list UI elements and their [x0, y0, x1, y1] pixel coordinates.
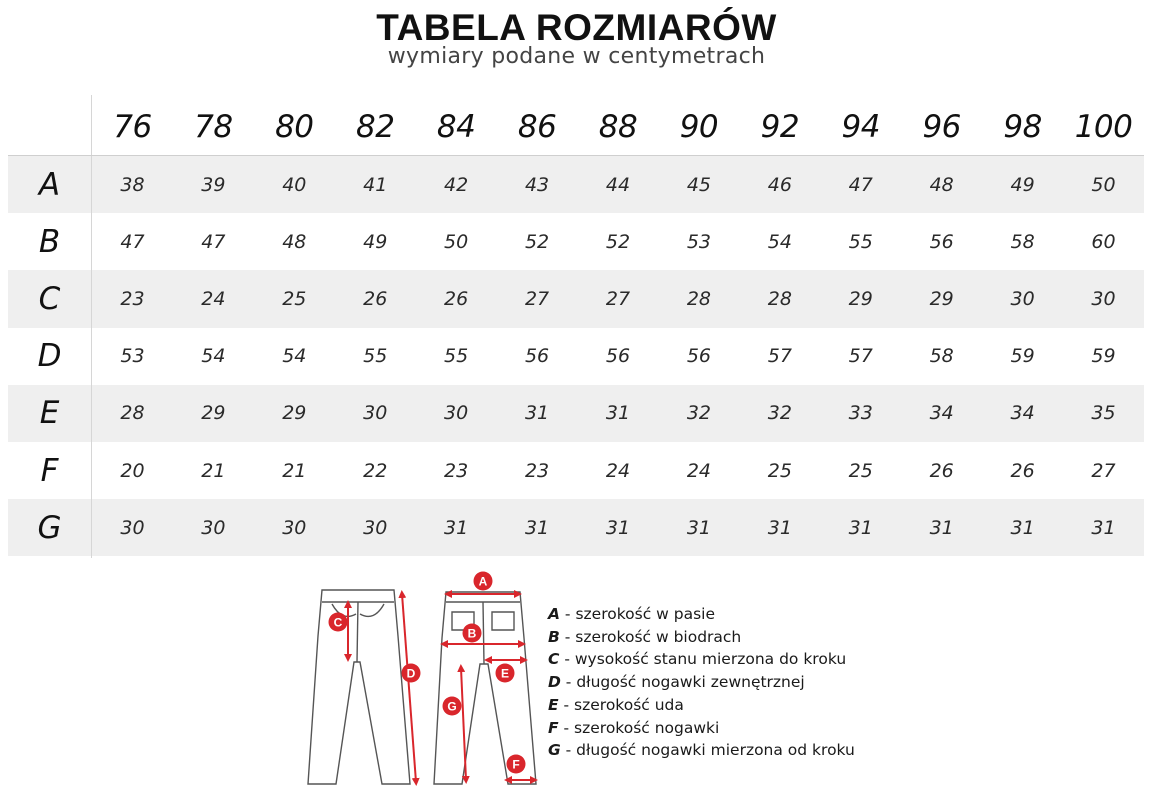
- table-cell: 53: [686, 230, 711, 253]
- table-cell: 58: [929, 345, 954, 368]
- table-row: [8, 270, 1144, 327]
- table-cell: 26: [1010, 459, 1035, 482]
- column-header: 92: [760, 109, 800, 145]
- table-cell: 58: [1010, 230, 1035, 253]
- legend-item-d: D - długość nogawki zewnętrznej: [548, 673, 805, 692]
- table-cell: 55: [848, 230, 873, 253]
- table-cell: 26: [929, 459, 954, 482]
- table-header-row: [92, 95, 1144, 155]
- table-cell: 59: [1010, 345, 1035, 368]
- table-cell: 52: [605, 230, 631, 253]
- table-cell: 46: [767, 173, 792, 196]
- header: [0, 6, 1153, 68]
- table-cell: 55: [444, 345, 469, 368]
- table-cell: 53: [120, 345, 145, 368]
- table-cell: 29: [848, 287, 873, 310]
- table-cell: 45: [686, 173, 711, 196]
- table-cell: 48: [929, 173, 954, 196]
- table-cell: 20: [120, 459, 145, 482]
- table-cell: 50: [444, 230, 469, 253]
- measurement-legend: [548, 603, 855, 762]
- table-cell: 29: [201, 402, 226, 425]
- marker-d: [402, 664, 421, 683]
- table-cell: 47: [120, 230, 145, 253]
- table-cell: 31: [605, 402, 631, 425]
- table-cell: 31: [767, 516, 792, 539]
- column-header: 84: [436, 109, 476, 145]
- row-label: E: [8, 385, 92, 442]
- table-cell: 34: [1010, 402, 1035, 425]
- table-row: [8, 328, 1144, 385]
- marker-f: [507, 755, 526, 774]
- table-cell: 30: [282, 516, 307, 539]
- table-cell: 31: [605, 516, 631, 539]
- table-cell: 33: [848, 402, 873, 425]
- row-label: F: [8, 442, 92, 499]
- column-header: 90: [679, 109, 719, 145]
- table-cell: 56: [605, 345, 631, 368]
- column-header: 98: [1003, 109, 1042, 145]
- table-row: [8, 156, 1144, 213]
- table-cell: 47: [848, 173, 873, 196]
- marker-e: [496, 664, 515, 683]
- column-header: 94: [841, 109, 880, 145]
- table-row: [8, 442, 1144, 499]
- table-cell: 52: [524, 230, 550, 253]
- legend-item-b: B - szerokość w biodrach: [548, 627, 742, 646]
- table-cell: 32: [767, 402, 792, 425]
- column-header: 82: [356, 109, 395, 145]
- table-cell: 31: [686, 516, 711, 539]
- table-cell: 29: [929, 287, 954, 310]
- table-cell: 27: [605, 287, 631, 310]
- table-cell: 32: [686, 402, 711, 425]
- table-cell: 56: [524, 345, 550, 368]
- column-header: 88: [598, 109, 638, 145]
- table-cell: 22: [363, 459, 388, 482]
- svg-text:D: D: [406, 666, 416, 681]
- table-cell: 29: [282, 402, 307, 425]
- legend-item-f: F - szerokość nogawki: [548, 718, 720, 737]
- table-cell: 31: [929, 516, 954, 539]
- table-cell: 48: [282, 230, 307, 253]
- trousers-front-outline: [308, 590, 410, 784]
- svg-text:B: B: [467, 626, 477, 641]
- table-cell: 30: [444, 402, 469, 425]
- svg-text:F: F: [512, 757, 520, 772]
- table-cell: 44: [605, 173, 631, 196]
- table-cell: 42: [444, 173, 469, 196]
- legend-item-a: A - szerokość w pasie: [548, 605, 715, 623]
- table-cell: 31: [1091, 516, 1116, 539]
- table-row: [8, 385, 1144, 442]
- table-cell: 25: [282, 287, 307, 310]
- table-cell: 31: [444, 516, 469, 539]
- table-cell: 30: [1091, 287, 1116, 310]
- marker-a: [474, 572, 493, 591]
- table-cell: 27: [524, 287, 550, 310]
- table-cell: 28: [767, 287, 792, 310]
- table-cell: 56: [686, 345, 711, 368]
- table-cell: 41: [363, 173, 388, 196]
- table-cell: 59: [1091, 345, 1116, 368]
- table-cell: 60: [1091, 230, 1116, 253]
- column-header: 96: [922, 109, 961, 145]
- table-cell: 49: [363, 230, 388, 253]
- table-cell: 56: [929, 230, 954, 253]
- table-cell: 27: [1091, 459, 1116, 482]
- table-cell: 54: [201, 345, 226, 368]
- table-cell: 24: [686, 459, 711, 482]
- table-cell: 43: [524, 173, 550, 196]
- svg-text:G: G: [447, 699, 457, 714]
- table-cell: 57: [848, 345, 873, 368]
- marker-c: [329, 613, 348, 632]
- table-cell: 26: [363, 287, 388, 310]
- svg-text:C: C: [333, 615, 343, 630]
- table-cell: 25: [767, 459, 792, 482]
- trousers-back-outline: [434, 592, 536, 784]
- table-cell: 31: [524, 402, 550, 425]
- row-label: C: [8, 270, 92, 327]
- table-cell: 30: [120, 516, 145, 539]
- table-cell: 28: [120, 402, 145, 425]
- table-cell: 54: [767, 230, 792, 253]
- marker-b: [463, 624, 482, 643]
- table-cell: 40: [282, 173, 307, 196]
- table-cell: 30: [363, 516, 388, 539]
- table-cell: 26: [444, 287, 469, 310]
- table-cell: 34: [929, 402, 954, 425]
- column-header: 76: [113, 109, 152, 145]
- table-cell: 21: [201, 459, 226, 482]
- legend-item-g: G - długość nogawki mierzona od kroku: [548, 741, 855, 760]
- page-title: TABELA ROZMIARÓW: [376, 7, 777, 48]
- table-cell: 55: [363, 345, 388, 368]
- table-cell: 31: [848, 516, 873, 539]
- trousers-diagram: [298, 566, 546, 792]
- table-cell: 23: [444, 459, 469, 482]
- row-label: G: [8, 499, 92, 556]
- column-header: 80: [275, 109, 314, 145]
- column-header: 86: [517, 109, 557, 145]
- table-cell: 21: [282, 459, 307, 482]
- legend-item-c: C - wysokość stanu mierzona do kroku: [548, 650, 847, 669]
- column-header: 78: [194, 109, 233, 145]
- table-cell: 54: [282, 345, 307, 368]
- table-cell: 24: [201, 287, 226, 310]
- table-cell: 28: [686, 287, 711, 310]
- table-cell: 30: [363, 402, 388, 425]
- table-cell: 39: [201, 173, 226, 196]
- table-cell: 57: [767, 345, 792, 368]
- column-header: 100: [1074, 109, 1133, 145]
- page-subtitle: wymiary podane w centymetrach: [387, 44, 766, 69]
- svg-text:E: E: [500, 666, 510, 681]
- table-cell: 35: [1091, 402, 1116, 425]
- table-cell: 30: [201, 516, 226, 539]
- table-cell: 31: [524, 516, 550, 539]
- table-cell: 47: [201, 230, 226, 253]
- table-cell: 30: [1010, 287, 1035, 310]
- table-cell: 23: [524, 459, 550, 482]
- legend-item-e: E - szerokość uda: [548, 695, 684, 714]
- row-label: A: [8, 156, 92, 213]
- table-row: [8, 213, 1144, 270]
- svg-text:A: A: [478, 574, 488, 589]
- table-cell: 31: [1010, 516, 1035, 539]
- table-body: [8, 156, 1144, 556]
- table-row: [8, 499, 1144, 556]
- table-cell: 38: [120, 173, 145, 196]
- table-cell: 25: [848, 459, 873, 482]
- marker-g: [443, 697, 462, 716]
- table-cell: 23: [120, 287, 145, 310]
- table-cell: 50: [1091, 173, 1116, 196]
- table-cell: 24: [605, 459, 631, 482]
- row-label: D: [8, 328, 92, 385]
- row-label: B: [8, 213, 92, 270]
- table-cell: 49: [1010, 173, 1035, 196]
